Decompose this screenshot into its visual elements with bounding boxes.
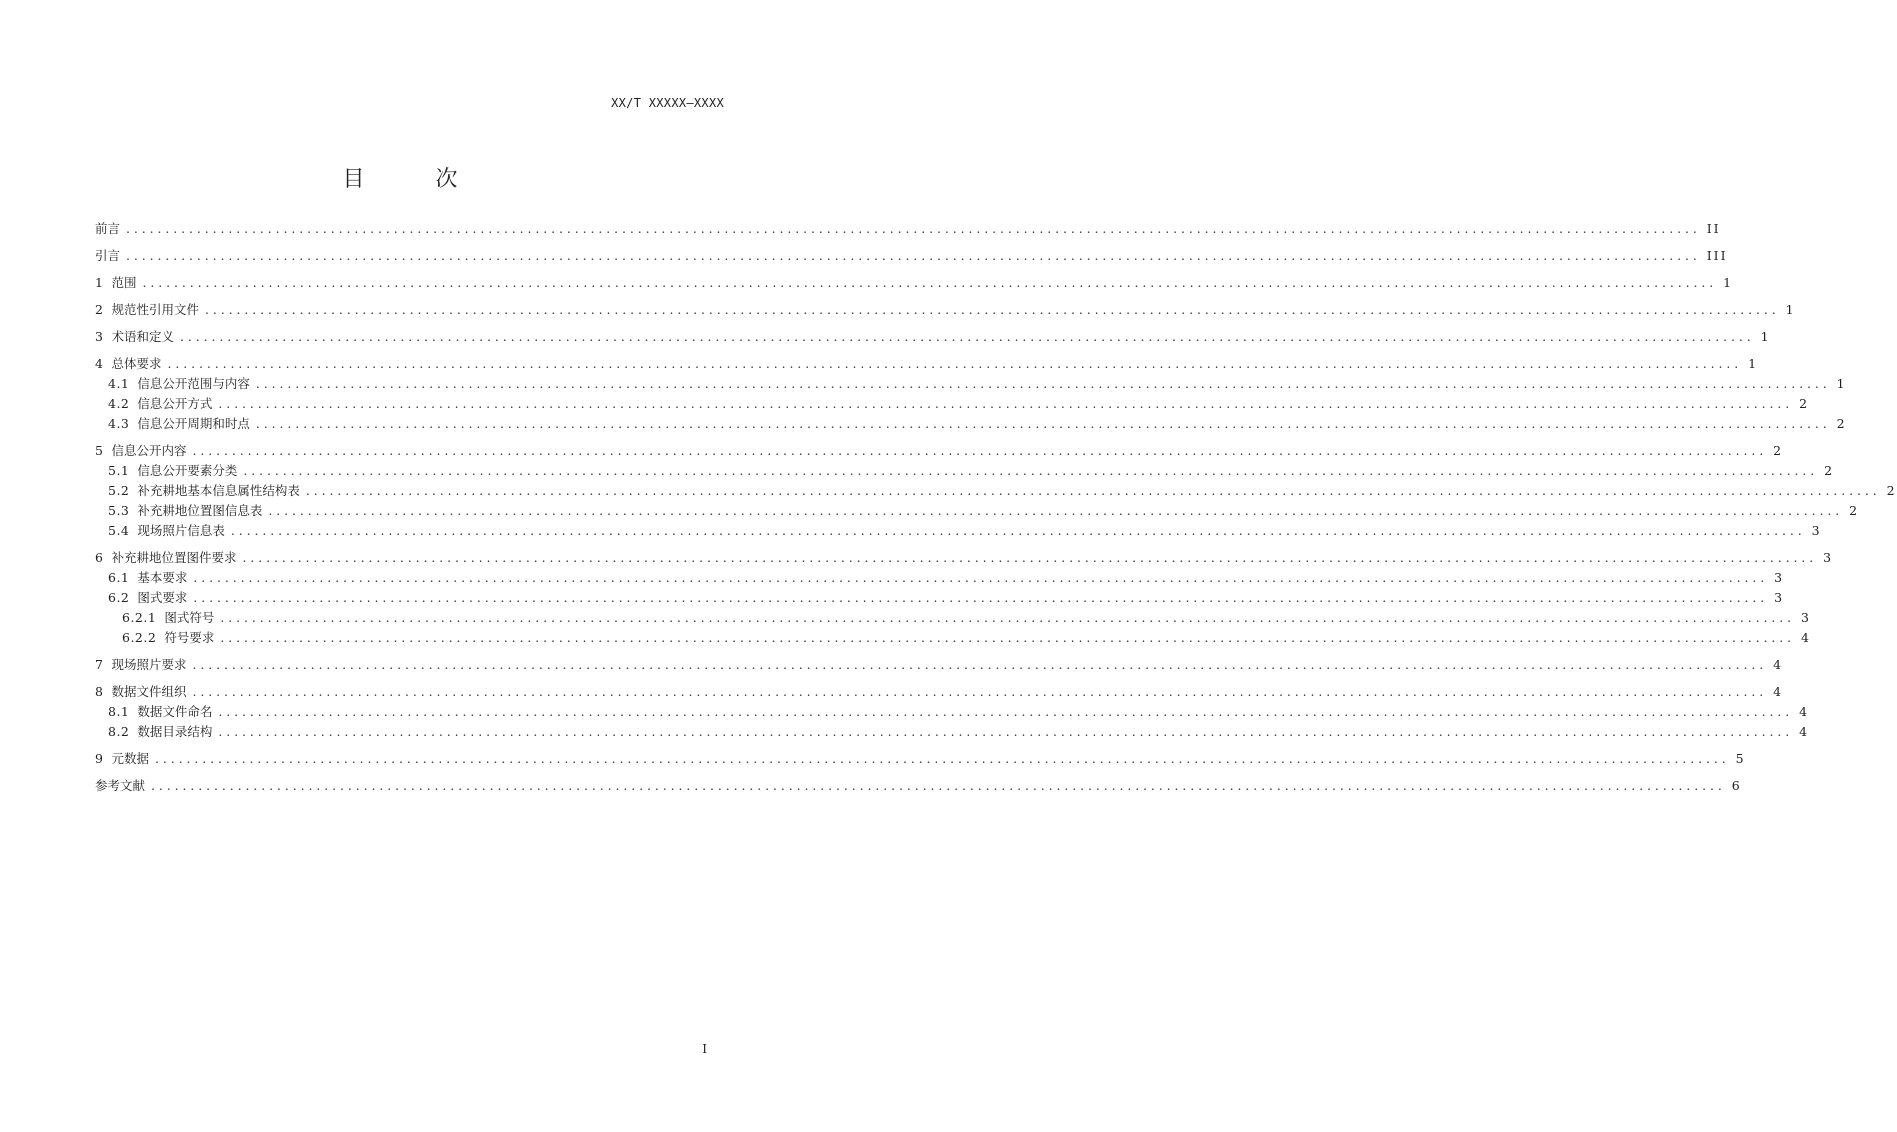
toc-entry-number: 9 (95, 751, 104, 766)
toc-dot-leader: ........................................................................................................................................................................................................ (192, 684, 1768, 699)
toc-dot-leader: ........................................................................................................................................................................................................ (218, 704, 1794, 719)
toc-entry-label: 图式符号 (164, 610, 215, 625)
toc-entry-number: 1 (95, 275, 104, 290)
toc-entry-number: 7 (95, 657, 104, 672)
toc-entry-page: III (1706, 248, 1728, 263)
toc-entry[interactable] (95, 778, 1742, 793)
toc-entry-label: 补充耕地位置图信息表 (137, 503, 263, 518)
toc-entry-label: 符号要求 (164, 630, 215, 645)
toc-entry[interactable] (95, 483, 1897, 498)
toc-entry[interactable] (95, 704, 1810, 719)
toc-entry-page: 3 (1811, 523, 1822, 538)
toc-dot-leader: ........................................................................................................................................................................................................ (305, 483, 1881, 498)
toc-dot-leader: ........................................................................................................................................................................................................ (151, 778, 1726, 793)
toc-entry-number: 5.3 (108, 503, 130, 518)
toc-entry-page: 3 (1823, 550, 1834, 565)
toc-entry-label: 现场照片要求 (111, 657, 187, 672)
toc-entry-label: 引言 (95, 248, 121, 263)
toc-entry[interactable] (95, 523, 1822, 538)
toc-entry[interactable] (95, 376, 1847, 391)
toc-entry[interactable] (95, 443, 1784, 458)
toc-entry[interactable] (95, 416, 1847, 431)
toc-entry-page: 2 (1824, 463, 1835, 478)
toc-dot-leader: ........................................................................................................................................................................................................ (126, 221, 1701, 236)
toc-dot-leader: ........................................................................................................................................................................................................ (220, 630, 1796, 645)
toc-entry-page: 1 (1760, 329, 1771, 344)
toc-entry-number: 6.1 (108, 570, 130, 585)
toc-entry[interactable] (95, 610, 1811, 625)
toc-entry-label: 信息公开范围与内容 (137, 376, 250, 391)
toc-entry-label: 数据文件组织 (111, 684, 187, 699)
toc-entry-label: 前言 (95, 221, 121, 236)
standard-code: XX/T XXXXX—XXXX (611, 96, 724, 110)
toc-entry-label: 规范性引用文件 (111, 302, 199, 317)
toc-entry[interactable] (95, 657, 1784, 672)
toc-entry-number: 5.2 (108, 483, 130, 498)
toc-entry-label: 参考文献 (95, 778, 146, 793)
toc-entry[interactable] (95, 684, 1784, 699)
toc-dot-leader: ........................................................................................................................................................................................................ (192, 443, 1768, 458)
toc-entry-page: 2 (1886, 483, 1897, 498)
toc-dot-leader: ........................................................................................................................................................................................................ (142, 275, 1718, 290)
toc-entry-label: 信息公开周期和时点 (137, 416, 250, 431)
toc-entry[interactable] (95, 396, 1810, 411)
toc-entry[interactable] (95, 590, 1785, 605)
page-title: 目 次 (342, 167, 490, 192)
toc-entry[interactable] (95, 503, 1860, 518)
toc-entry-page: 1 (1748, 356, 1759, 371)
toc-entry-label: 信息公开要素分类 (137, 463, 238, 478)
toc-entry-label: 范围 (111, 275, 137, 290)
toc-entry-page: 2 (1849, 503, 1860, 518)
toc-entry[interactable] (95, 751, 1746, 766)
toc-entry-number: 6 (95, 550, 104, 565)
toc-entry[interactable] (95, 550, 1834, 565)
toc-entry-page: 4 (1799, 704, 1810, 719)
toc-entry[interactable] (95, 248, 1728, 263)
toc-entry-number: 4.1 (108, 376, 130, 391)
toc-dot-leader: ........................................................................................................................................................................................................ (220, 610, 1796, 625)
toc-entry-label: 数据文件命名 (137, 704, 213, 719)
toc-entry[interactable] (95, 221, 1721, 236)
toc-entry-number: 3 (95, 329, 104, 344)
toc-dot-leader: ........................................................................................................................................................................................................ (167, 356, 1743, 371)
toc-entry-page: 3 (1774, 570, 1785, 585)
toc-entry-page: 1 (1836, 376, 1847, 391)
toc-entry-page: 2 (1836, 416, 1847, 431)
toc-dot-leader: ........................................................................................................................................................................................................ (230, 523, 1806, 538)
toc-entry[interactable] (95, 356, 1759, 371)
toc-dot-leader: ........................................................................................................................................................................................................ (204, 302, 1780, 317)
toc-entry-label: 数据目录结构 (137, 724, 213, 739)
toc-entry-number: 5.1 (108, 463, 130, 478)
toc-entry-number: 8.2 (108, 724, 130, 739)
toc-entry-label: 补充耕地位置图件要求 (111, 550, 237, 565)
toc-entry-page: 3 (1774, 590, 1785, 605)
toc-entry-number: 5.4 (108, 523, 130, 538)
toc-entry-page: II (1706, 221, 1721, 236)
toc-entry-page: 4 (1799, 724, 1810, 739)
toc-entry-page: 4 (1801, 630, 1811, 645)
toc-dot-leader: ........................................................................................................................................................................................................ (218, 396, 1794, 411)
toc-entry-page: 4 (1773, 684, 1784, 699)
toc-entry-number: 8 (95, 684, 104, 699)
toc-entry-number: 4 (95, 356, 104, 371)
toc-entry-label: 信息公开内容 (111, 443, 187, 458)
toc-entry-label: 基本要求 (137, 570, 188, 585)
toc-entry[interactable] (95, 329, 1771, 344)
toc-dot-leader: ........................................................................................................................................................................................................ (193, 570, 1769, 585)
toc-entry-label: 现场照片信息表 (137, 523, 225, 538)
toc-dot-leader: ........................................................................................................................................................................................................ (179, 329, 1755, 344)
toc-entry-number: 6.2.1 (122, 610, 157, 625)
toc-dot-leader: ........................................................................................................................................................................................................ (242, 550, 1818, 565)
toc-entry-page: 4 (1773, 657, 1784, 672)
toc-dot-leader: ........................................................................................................................................................................................................ (126, 248, 1701, 263)
toc-entry-label: 总体要求 (111, 356, 162, 371)
toc-entry-label: 图式要求 (137, 590, 188, 605)
toc-entry-number: 8.1 (108, 704, 130, 719)
toc-entry-number: 6.2 (108, 590, 130, 605)
toc-entry-label: 元数据 (111, 751, 149, 766)
toc-dot-leader: ........................................................................................................................................................................................................ (154, 751, 1730, 766)
toc-entry-label: 信息公开方式 (137, 396, 213, 411)
toc-entry-number: 4.3 (108, 416, 130, 431)
toc-entry-page: 1 (1785, 302, 1796, 317)
table-of-contents (95, 221, 1897, 793)
toc-entry-page: 6 (1731, 778, 1742, 793)
toc-entry[interactable] (95, 275, 1734, 290)
footer-page-number: I (702, 1042, 707, 1056)
toc-entry-page: 2 (1773, 443, 1784, 458)
toc-entry-page: 3 (1801, 610, 1811, 625)
toc-dot-leader: ........................................................................................................................................................................................................ (192, 657, 1768, 672)
toc-entry[interactable] (95, 724, 1810, 739)
toc-entry-number: 5 (95, 443, 104, 458)
toc-entry-page: 1 (1723, 275, 1734, 290)
toc-dot-leader: ........................................................................................................................................................................................................ (218, 724, 1794, 739)
toc-entry-page: 5 (1735, 751, 1746, 766)
toc-dot-leader: ........................................................................................................................................................................................................ (193, 590, 1769, 605)
toc-dot-leader: ........................................................................................................................................................................................................ (243, 463, 1819, 478)
toc-entry-label: 术语和定义 (111, 329, 174, 344)
toc-entry-page: 2 (1799, 396, 1810, 411)
toc-dot-leader: ........................................................................................................................................................................................................ (255, 416, 1831, 431)
toc-entry-number: 4.2 (108, 396, 130, 411)
toc-entry[interactable] (95, 302, 1796, 317)
toc-entry-number: 6.2.2 (122, 630, 157, 645)
toc-entry-number: 2 (95, 302, 104, 317)
toc-dot-leader: ........................................................................................................................................................................................................ (268, 503, 1844, 518)
toc-entry[interactable] (95, 570, 1785, 585)
toc-dot-leader: ........................................................................................................................................................................................................ (255, 376, 1831, 391)
toc-entry[interactable] (95, 463, 1835, 478)
toc-entry-label: 补充耕地基本信息属性结构表 (137, 483, 300, 498)
toc-entry[interactable] (95, 630, 1811, 645)
